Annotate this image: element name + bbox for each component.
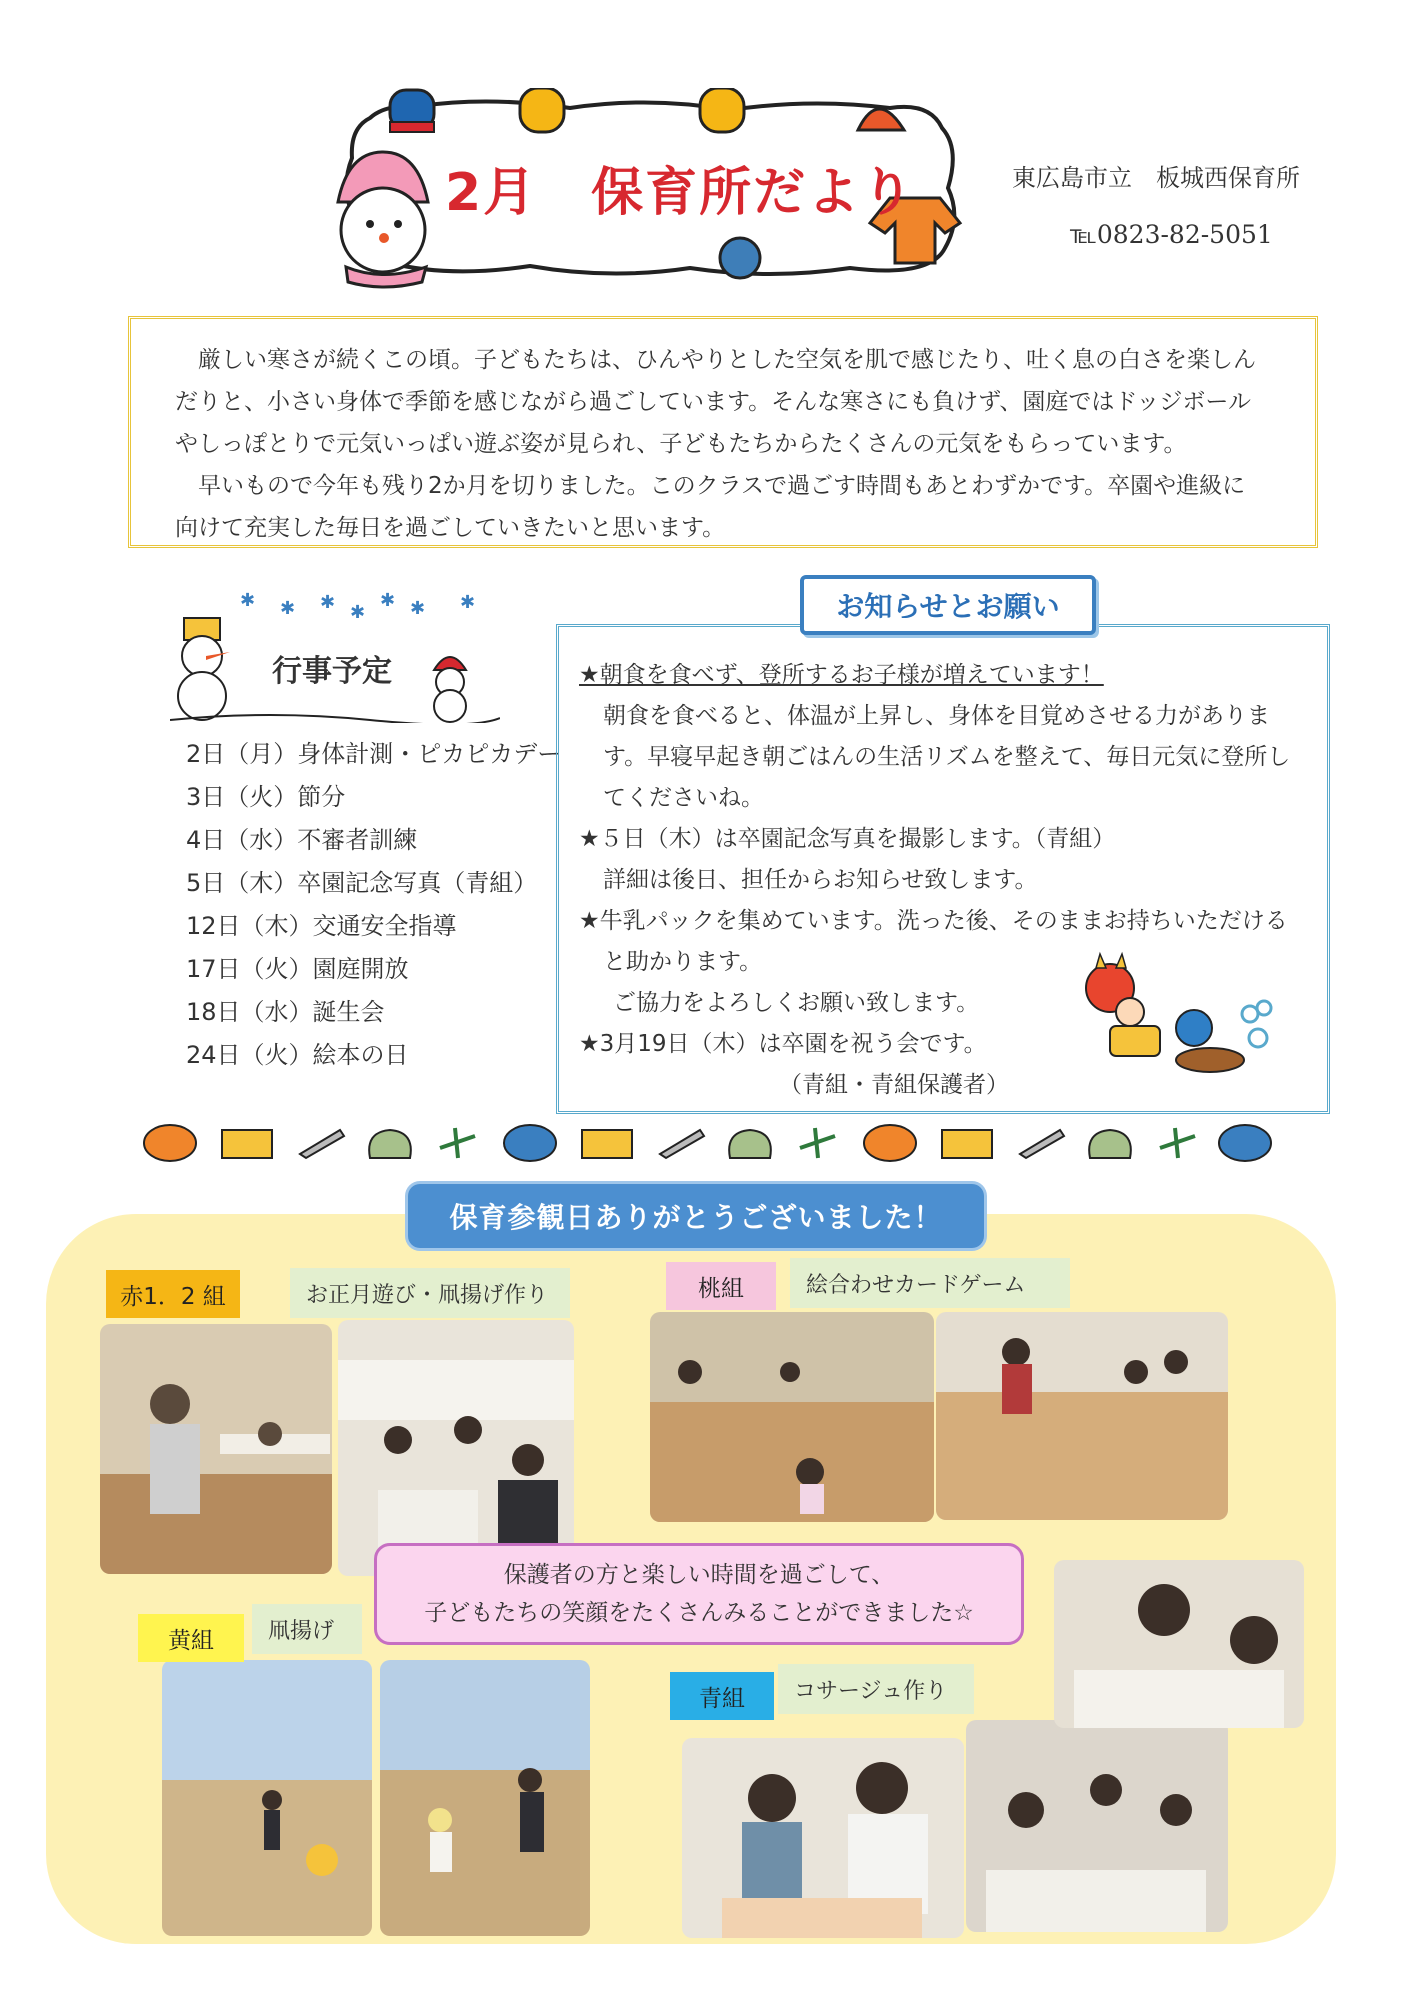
sardine-icon [660,1130,704,1158]
snowman-icon [318,142,448,292]
demon-icon [1219,1125,1271,1161]
photo-aka-2 [338,1320,574,1576]
demon-icon [1060,948,1280,1088]
group-tag-aka: 赤1．2 組 [106,1270,240,1318]
sardine-icon [1020,1130,1064,1158]
intro-line: 厳しい寒さが続くこの頃。子どもたちは、ひんやりとした空気を肌で感じたり、吐く息の白さを楽しん [198,347,1256,373]
list-item: 18日（水）誕生会 [186,998,385,1026]
svg-text:✱: ✱ [240,590,256,611]
visit-message-line: 子どもたちの笑顔をたくさんみることができました☆ [424,1600,974,1626]
mitten-icon [700,88,744,132]
telephone: ℡0823-82-5051 [1070,220,1273,249]
photo-ao-1 [682,1738,964,1938]
bean-box-icon [582,1130,632,1158]
list-item: 5日（木）卒園記念写真（青組） [186,869,538,897]
notice-title: お知らせとお願い [836,590,1060,623]
hat-icon [858,109,904,130]
group-caption-momo: 絵合わせカードゲーム [790,1258,1070,1308]
notice-line: （青組・青組保護者） [779,1072,1009,1098]
schedule-title: 行事予定 [272,654,392,689]
bean-box-icon [942,1130,992,1158]
photo-momo-2 [936,1312,1228,1520]
intro-line: やしっぽとりで元気いっぱい遊ぶ姿が見られ、子どもたちからたくさんの元気をもらっています。 [175,431,1187,457]
notice-line: ★牛乳パックを集めています。洗った後、そのままお持ちいただける [579,908,1288,934]
schedule-list [186,733,561,1077]
list-item: 4日（水）不審者訓練 [186,826,418,854]
demon-icon [504,1125,556,1161]
intro-line: だりと、小さい身体で季節を感じながら過ごしています。そんな寒さにも負けず、園庭ではドッジボール [175,389,1251,415]
group-tag-ao: 青組 [670,1672,774,1720]
svg-text:✱: ✱ [280,598,296,619]
bag-icon [369,1130,411,1158]
mitten-icon [520,88,564,132]
notice-line: ★3月19日（木）は卒園を祝う会です。 [579,1031,987,1057]
snowflake-icon [240,590,475,623]
svg-text:✱: ✱ [460,592,476,613]
decorative-border [130,1118,1280,1168]
intro-box [128,316,1318,548]
notice-line: ★朝食を食べず、登所するお子様が増えています！ [579,662,1104,688]
sardine-icon [300,1130,344,1158]
notice-line: す。早寝早起き朝ごはんの生活リズムを整えて、毎日元気に登所し [603,744,1291,770]
list-item: 2日（月）身体計測・ピカピカデー [186,740,562,768]
page-title: 2月 保育所だより [445,163,916,223]
photo-ki-1 [162,1660,372,1936]
photo-momo-1 [650,1312,934,1522]
intro-line: 早いもので今年も残り2か月を切りました。このクラスで過ごす時間もあとわずかです。卒園や進級に [198,473,1246,499]
holly-icon [800,1128,835,1158]
group-caption-ki: 凧揚げ [252,1604,362,1654]
notice-line: ★５日（木）は卒園記念写真を撮影します。（青組） [579,826,1116,852]
bean-box-icon [222,1130,272,1158]
visit-message [374,1543,1024,1645]
bag-icon [1089,1130,1131,1158]
snowman-icon [434,657,466,722]
demon-icon [864,1125,916,1161]
notice-line: てくださいね。 [603,785,764,811]
holly-icon [1160,1128,1195,1158]
photo-ki-2 [380,1660,590,1936]
svg-text:✱: ✱ [320,592,336,613]
notice-line: と助かります。 [603,949,763,975]
visit-banner [408,1184,984,1248]
list-item: 24日（火）絵本の日 [186,1041,409,1069]
group-caption-ao: コサージュ作り [778,1664,974,1714]
notice-line: ご協力をよろしくお願い致します。 [613,990,980,1016]
svg-text:✱: ✱ [410,598,426,619]
notice-line: 朝食を食べると、体温が上昇し、身体を目覚めさせる力がありま [603,703,1270,729]
group-caption-aka: お正月遊び・凧揚げ作り [290,1268,570,1318]
list-item: 3日（火）節分 [186,783,346,811]
photo-ao-2 [966,1720,1228,1932]
visit-message-line: 保護者の方と楽しい時間を過ごして、 [503,1562,895,1588]
photo-ao-3 [1054,1560,1304,1728]
list-item: 17日（火）園庭開放 [186,955,409,983]
visit-banner-text: 保育参観日ありがとうございました！ [449,1201,943,1234]
mitten-icon [390,90,434,132]
notice-title-tab [800,575,1096,635]
group-tag-ki: 黄組 [138,1614,244,1662]
notice-line: 詳細は後日、担任からお知らせ致します。 [603,867,1038,893]
bag-icon [729,1130,771,1158]
photo-aka-1 [100,1324,332,1574]
svg-text:✱: ✱ [380,590,396,611]
holly-icon [440,1128,475,1158]
group-tag-momo: 桃組 [666,1262,776,1310]
list-item: 12日（木）交通安全指導 [186,912,457,940]
organization-name: 東広島市立 板城西保育所 [1012,164,1300,192]
demon-icon [144,1125,196,1161]
snowman-icon [178,618,230,720]
yarn-icon [720,238,760,278]
intro-line: 向けて充実した毎日を過ごしていきたいと思います。 [175,515,726,541]
svg-text:✱: ✱ [350,602,366,623]
